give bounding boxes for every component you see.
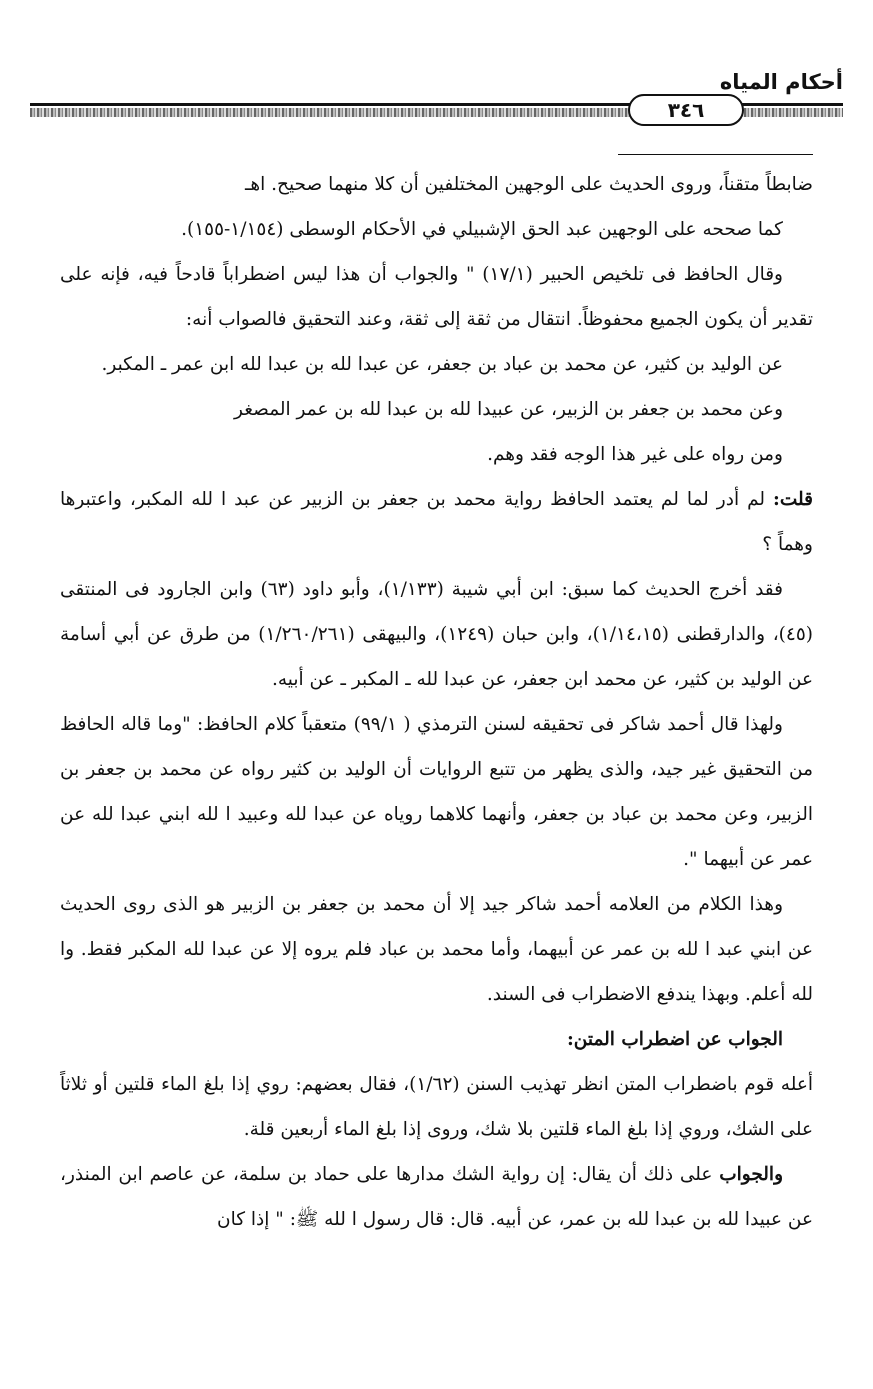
paragraph-text: على ذلك أن يقال: إن رواية الشك مدارها على حماد بن سلمة، عن عاصم ابن المنذر، عن عبيدا لله بن عبدا لله بن عمر، عن أبيه. قال: قال رسول ا لله ﷺ: " إذا كان <box>60 1164 813 1230</box>
paragraph: كما صححه على الوجهين عبد الحق الإشبيلي في الأحكام الوسطى (١/١٥٤-١٥٥). <box>181 219 783 240</box>
paragraph-label: قلت: <box>773 489 813 510</box>
body-text <box>60 162 813 1242</box>
paragraph: ومن رواه على غير هذا الوجه فقد وهم. <box>487 444 783 465</box>
section-heading: الجواب عن اضطراب المتن: <box>566 1029 783 1050</box>
paragraph: ولهذا قال أحمد شاكر فى تحقيقه لسنن الترمذي ( ٩٩/١) متعقباً كلام الحافظ: "وما قاله الحافظ من التحقيق غير جيد، والذى يظهر من تتبع الروايات أن الوليد بن كثير رواه عن محمد بن جعفر بن الزبير، وعن محمد بن عباد بن جعفر، وأنهما كلاهما روياه عن عبدا لله وعبيد ا لله ابني عبدا لله عن عمر عن أبيهما ". <box>60 714 813 870</box>
paragraph <box>60 477 813 567</box>
paragraph-text: لم أدر لما لم يعتمد الحافظ رواية محمد بن جعفر بن الزبير عن عبد ا لله المكبر، واعتبرها وهماً ؟ <box>60 489 813 555</box>
paragraph: أعله قوم باضطراب المتن انظر تهذيب السنن (١/٦٢)، فقال بعضهم: روي إذا بلغ الماء قلتين أو ثلاثاً على الشك، وروي إذا بلغ الماء قلتين بلا شك، وروى إذا بلغ الماء أربعين قلة. <box>60 1074 813 1140</box>
paragraph: عن الوليد بن كثير، عن محمد بن عباد بن جعفر، عن عبدا لله بن عبدا لله ابن عمر ـ المكبر. <box>101 354 783 375</box>
paragraph: وهذا الكلام من العلامه أحمد شاكر جيد إلا أن محمد بن جعفر بن الزبير هو الذى روى الحديث عن ابني عبد ا لله بن عمر عن أبيهما، وأما محمد بن عباد فلم يروه إلا عن عبدا لله المكبر فقط. وا لله أعلم. وبهذا يندفع الاضطراب فى السند. <box>60 894 813 1005</box>
paragraph: ضابطاً متقناً، وروى الحديث على الوجهين المختلفين أن كلا منهما صحيح. اهـ <box>244 174 813 195</box>
paragraph: وعن محمد بن جعفر بن الزبير، عن عبيدا لله بن عبدا لله بن عمر المصغر <box>234 399 783 420</box>
page-header <box>30 70 843 130</box>
paragraph: وقال الحافظ فى تلخيص الحبير (١٧/١) " والجواب أن هذا ليس اضطراباً قادحاً فيه، فإنه على تقدير أن يكون الجميع محفوظاً. انتقال من ثقة إلى ثقة، وعند التحقيق فالصواب أنه: <box>60 264 813 330</box>
page-number: ٣٤٦ <box>628 94 744 126</box>
book-title: أحكام المياه <box>719 70 843 94</box>
separator-line <box>618 154 813 155</box>
paragraph <box>60 1152 813 1242</box>
paragraph-label: والجواب <box>719 1164 783 1185</box>
paragraph: فقد أخرج الحديث كما سبق: ابن أبي شيبة (١/١٣٣)، وأبو داود (٦٣) وابن الجارود فى المنتقى (٤٥)، والدارقطنى (١/١٤،١٥)، وابن حبان (١٢٤٩)، والبيهقى (١/٢٦٠/٢٦١) من طرق عن أبي أسامة عن الوليد بن كثير، عن محمد ابن جعفر، عن عبدا لله ـ المكبر ـ عن أبيه. <box>60 579 813 690</box>
